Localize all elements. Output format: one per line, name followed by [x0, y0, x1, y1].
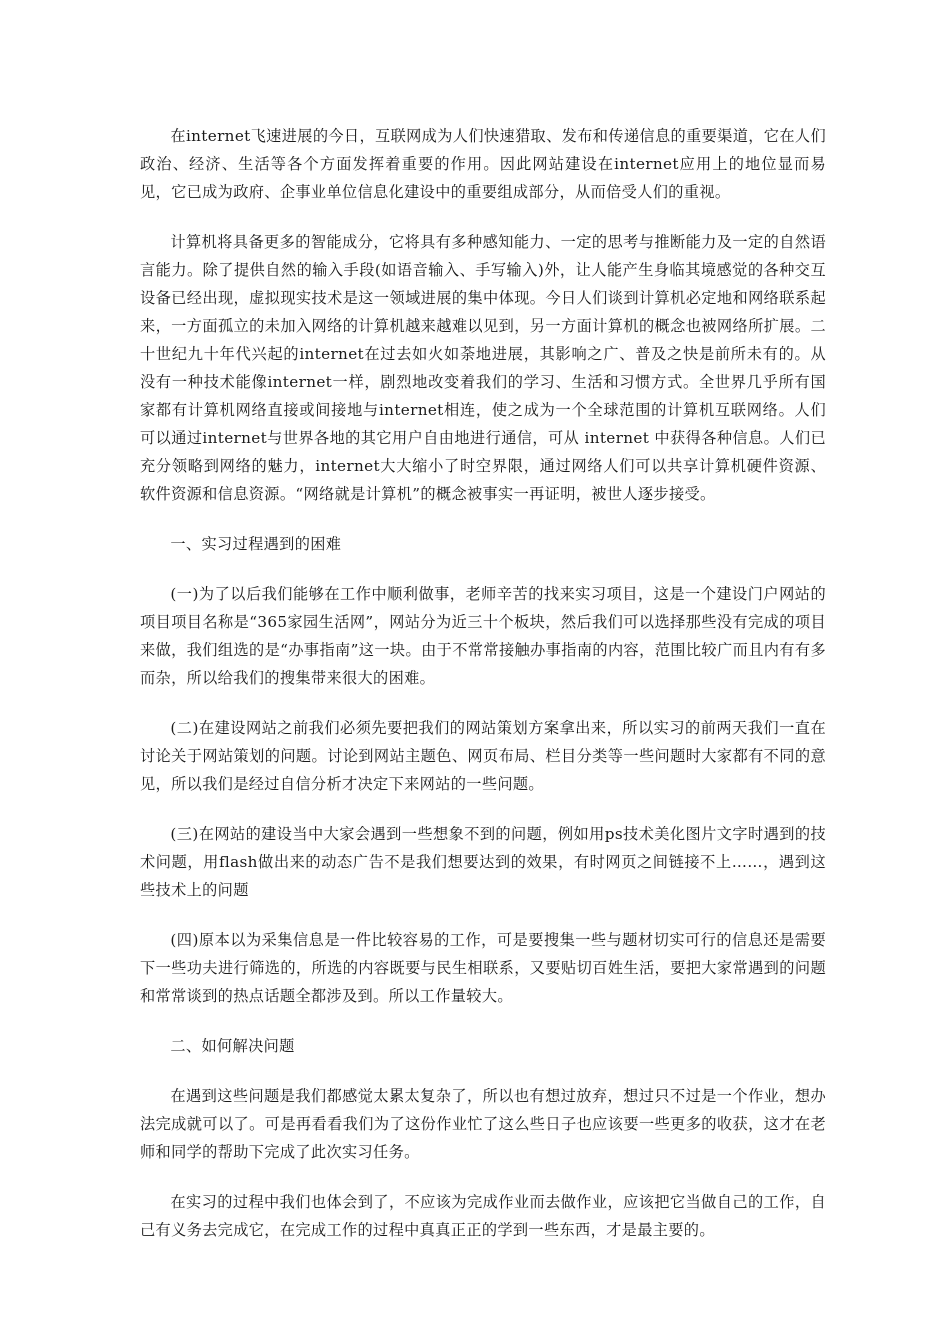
paragraph-difficulty-2: (二)在建设网站之前我们必须先要把我们的网站策划方案拿出来，所以实习的前两天我们一直在讨论关于网站策划的问题。讨论到网站主题色、网页布局、栏目分类等一些问题时大家都有不同的意见，所以我们是经过自信分析才决定下来网站的一些问题。: [140, 719, 826, 793]
paragraph-solution-2: 在实习的过程中我们也体会到了，不应该为完成作业而去做作业，应该把它当做自己的工作，自己有义务去完成它，在完成工作的过程中真真正正的学到一些东西，才是最主要的。: [140, 1193, 826, 1239]
paragraph-difficulty-4: (四)原本以为采集信息是一件比较容易的工作，可是要搜集一些与题材切实可行的信息还是需要下一些功夫进行筛选的，所选的内容既要与民生相联系，又要贴切百姓生活，要把大家常遇到的问题和常常谈到的热点话题全都涉及到。所以工作量较大。: [140, 931, 826, 1005]
paragraph-intro: 在internet飞速进展的今日，互联网成为人们快速猎取、发布和传递信息的重要渠道，它在人们政治、经济、生活等各个方面发挥着重要的作用。因此网站建设在internet应用上的地位显而易见，它已成为政府、企事业单位信息化建设中的重要组成部分，从而倍受人们的重视。: [140, 127, 826, 201]
section-heading-solutions: 二、如何解决问题: [170, 1037, 295, 1055]
paragraph-difficulty-3: (三)在网站的建设当中大家会遇到一些想象不到的问题，例如用ps技术美化图片文字时遇到的技术问题，用flash做出来的动态广告不是我们想要达到的效果，有时网页之间链接不上……，遇到这些技术上的问题: [140, 825, 826, 899]
paragraph-solution-1: 在遇到这些问题是我们都感觉太累太复杂了，所以也有想过放弃，想过只不过是一个作业，想办法完成就可以了。可是再看看我们为了这份作业忙了这么些日子也应该要一些更多的收获，这才在老师和同学的帮助下完成了此次实习任务。: [140, 1087, 826, 1161]
paragraph-difficulty-1: (一)为了以后我们能够在工作中顺利做事，老师辛苦的找来实习项目，这是一个建设门户网站的项目项目名称是“365家园生活网”，网站分为近三十个板块，然后我们可以选择那些没有完成的项目来做，我们组选的是“办事指南”这一块。由于不常常接触办事指南的内容，范围比较广而且内有有多而杂，所以给我们的搜集带来很大的困难。: [140, 585, 826, 687]
section-heading-difficulties: 一、实习过程遇到的困难: [170, 535, 342, 553]
document-body: [140, 122, 826, 1266]
paragraph-computer-network: 计算机将具备更多的智能成分，它将具有多种感知能力、一定的思考与推断能力及一定的自然语言能力。除了提供自然的输入手段(如语音输入、手写输入)外，让人能产生身临其境感觉的各种交互设备已经出现，虚拟现实技术是这一领域进展的集中体现。今日人们谈到计算机必定地和网络联系起来，一方面孤立的未加入网络的计算机越来越难以见到，另一方面计算机的概念也被网络所扩展。二十世纪九十年代兴起的internet在过去如火如荼地进展，其影响之广、普及之快是前所未有的。从没有一种技术能像internet一样，剧烈地改变着我们的学习、生活和习惯方式。全世界几乎所有国家都有计算机网络直接或间接地与internet相连，使之成为一个全球范围的计算机互联网络。人们可以通过internet与世界各地的其它用户自由地进行通信，可从 internet 中获得各种信息。人们已充分领略到网络的魅力，internet大大缩小了时空界限，通过网络人们可以共享计算机硬件资源、软件资源和信息资源。“网络就是计算机”的概念被事实一再证明，被世人逐步接受。: [140, 233, 826, 503]
